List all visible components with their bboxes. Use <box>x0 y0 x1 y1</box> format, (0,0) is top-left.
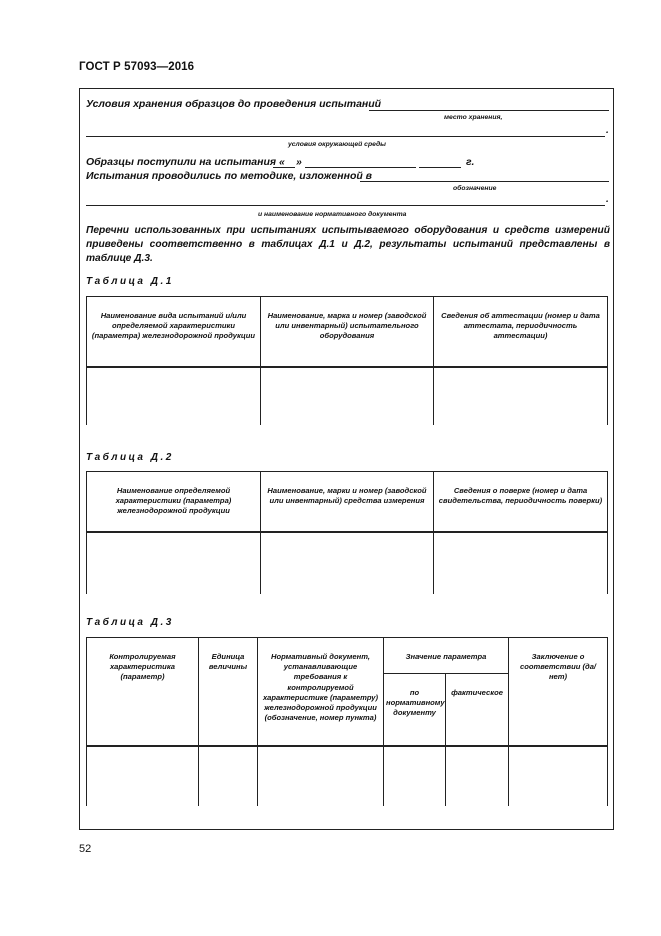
table1-header-test: Наименование вида испытаний и/или определяемой характеристики (параметра) железнодорожной продукции <box>87 297 261 367</box>
table3-cell[interactable] <box>199 746 258 806</box>
table3-header-value-group: Значение параметра <box>384 638 509 674</box>
received-label: Образцы поступили на испытания « <box>86 156 285 168</box>
table2-caption: Таблица Д.2 <box>86 452 174 463</box>
table3-header-by-norm: по нормативному документу <box>384 674 446 746</box>
table3-header-controlled: Контролируемая характеристика (параметр) <box>87 638 199 746</box>
storage-caption: место хранения, <box>444 114 503 121</box>
received-quote: » <box>296 156 302 168</box>
received-year-suffix: г. <box>466 156 475 168</box>
method-blank[interactable] <box>360 181 609 182</box>
storage-label: Условия хранения образцов до проведения испытаний <box>86 98 382 110</box>
env-caption: условия окружающей среды <box>288 141 386 148</box>
table2-header-instrument: Наименование, марки и номер (заводской или инвентарный) средства измерения <box>261 472 434 532</box>
method-label: Испытания проводились по методике, изложенной в <box>86 170 373 182</box>
table1-header-equipment: Наименование, марка и номер (заводской или инвентарный) испытательного оборудования <box>261 297 434 367</box>
received-year-blank[interactable] <box>419 167 461 168</box>
table-d1 <box>86 296 608 425</box>
table-d2 <box>86 471 608 594</box>
table3-cell[interactable] <box>509 746 608 806</box>
table3-header-unit: Единица величины <box>199 638 258 746</box>
table3-header-actual: фактическое <box>446 674 509 746</box>
storage-dot: . <box>606 125 609 136</box>
table3-header-normdoc: Нормативный документ, устанавливающие требования к контролируемой характеристике (параметру) железнодорожной продукции (обозначение, номер пункта) <box>258 638 384 746</box>
table3-cell[interactable] <box>446 746 509 806</box>
table3-cell[interactable] <box>258 746 384 806</box>
received-day-blank[interactable] <box>273 167 295 168</box>
table1-header-attestation: Сведения об аттестации (номер и дата аттестата, периодичность аттестации) <box>434 297 608 367</box>
table2-cell[interactable] <box>434 532 608 594</box>
table1-caption: Таблица Д.1 <box>86 276 174 287</box>
intro-paragraph: Перечни использованных при испытаниях испытываемого оборудования и средств измерений приведены соответственно в таблицах Д.1 и Д.2, результаты испытаний представлены в таблице Д.3. <box>86 225 610 264</box>
method-blank-2[interactable] <box>86 205 605 206</box>
table2-header-verification: Сведения о поверке (номер и дата свидетельства, периодичность поверки) <box>434 472 608 532</box>
table-d3 <box>86 637 608 806</box>
received-month-blank[interactable] <box>305 167 416 168</box>
storage-blank[interactable] <box>369 110 609 111</box>
table3-caption: Таблица Д.3 <box>86 617 174 628</box>
document-code: ГОСТ Р 57093—2016 <box>79 61 195 73</box>
table3-cell[interactable] <box>384 746 446 806</box>
storage-blank-2[interactable] <box>86 136 605 137</box>
table1-cell[interactable] <box>261 367 434 425</box>
doc-caption: и наименование нормативного документа <box>258 211 407 218</box>
table2-cell[interactable] <box>87 532 261 594</box>
table2-cell[interactable] <box>261 532 434 594</box>
method-caption: обозначение <box>453 185 497 192</box>
page-number: 52 <box>79 843 92 855</box>
table2-header-characteristic: Наименование определяемой характеристики (параметра) железнодорожной продукции <box>87 472 261 532</box>
table1-cell[interactable] <box>434 367 608 425</box>
table3-cell[interactable] <box>87 746 199 806</box>
table1-cell[interactable] <box>87 367 261 425</box>
method-dot: . <box>606 194 609 205</box>
table3-header-conclusion: Заключение о соответствии (да/нет) <box>509 638 608 746</box>
